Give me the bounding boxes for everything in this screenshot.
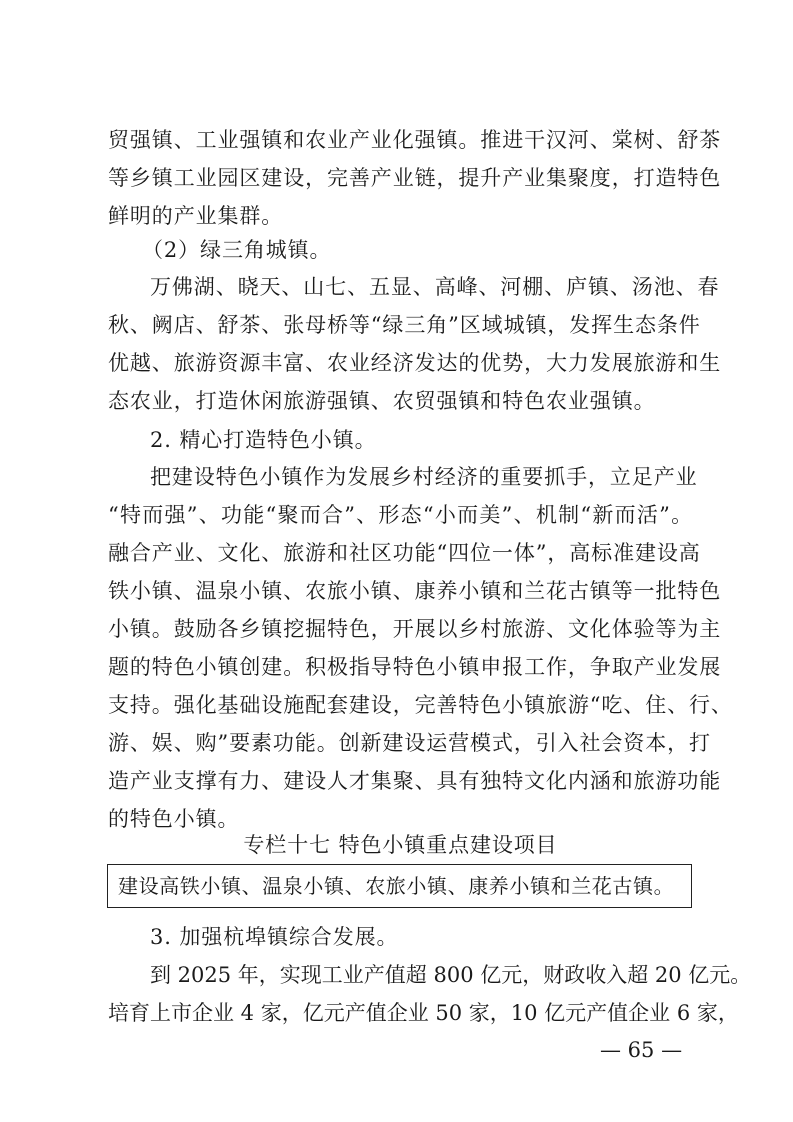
page-number: — 65 — <box>600 1038 683 1062</box>
text-line: 优越、旅游资源丰富、农业经济发达的优势，大力发展旅游和生 <box>108 351 722 375</box>
section-heading: 2. 精心打造特色小镇。 <box>150 428 377 452</box>
text-line: 游、娱、购”要素功能。创新建设运营模式，引入社会资本，打 <box>108 731 711 755</box>
text-line: “特而强”、功能“聚而合”、形态“小而美”、机制“新而活”。 <box>108 503 693 527</box>
text-line: 鲜明的产业集群。 <box>108 204 284 228</box>
column-box <box>107 864 692 908</box>
section-heading: 3. 加强杭埠镇综合发展。 <box>150 925 399 949</box>
text-line: 等乡镇工业园区建设，完善产业链，提升产业集聚度，打造特色 <box>108 166 722 190</box>
text-line: 态农业，打造休闲旅游强镇、农贸强镇和特色农业强镇。 <box>108 389 656 413</box>
subheading: （2）绿三角城镇。 <box>142 238 332 262</box>
text-line: 支持。强化基础设施配套建设，完善特色小镇旅游“吃、住、行、 <box>108 693 733 717</box>
column-title: 专栏十七 特色小镇重点建设项目 <box>243 833 558 857</box>
text-line: 贸强镇、工业强镇和农业产业化强镇。推进干汉河、棠树、舒茶 <box>108 128 722 152</box>
text-line: 到 2025 年，实现工业产值超 800 亿元，财政收入超 20 亿元。 <box>150 963 752 987</box>
text-line: 培育上市企业 4 家，亿元产值企业 50 家，10 亿元产值企业 6 家， <box>108 1001 739 1025</box>
text-line: 秋、阙店、舒茶、张母桥等“绿三角”区域城镇，发挥生态条件 <box>108 313 701 337</box>
text-line: 融合产业、文化、旅游和社区功能“四位一体”，高标准建设高 <box>108 541 701 565</box>
text-line: 造产业支撑有力、建设人才集聚、具有独特文化内涵和旅游功能 <box>108 769 722 793</box>
text-line: 的特色小镇。 <box>108 807 240 831</box>
text-line: 万佛湖、晓天、山七、五显、高峰、河棚、庐镇、汤池、春 <box>150 275 720 299</box>
text-line: 把建设特色小镇作为发展乡村经济的重要抓手，立足产业 <box>150 465 698 489</box>
text-line: 题的特色小镇创建。积极指导特色小镇申报工作，争取产业发展 <box>108 655 722 679</box>
text-line: 铁小镇、温泉小镇、农旅小镇、康养小镇和兰花古镇等一批特色 <box>108 579 722 603</box>
text-line: 小镇。鼓励各乡镇挖掘特色，开展以乡村旅游、文化体验等为主 <box>108 617 722 641</box>
column-box-text: 建设高铁小镇、温泉小镇、农旅小镇、康养小镇和兰花古镇。 <box>118 874 675 898</box>
